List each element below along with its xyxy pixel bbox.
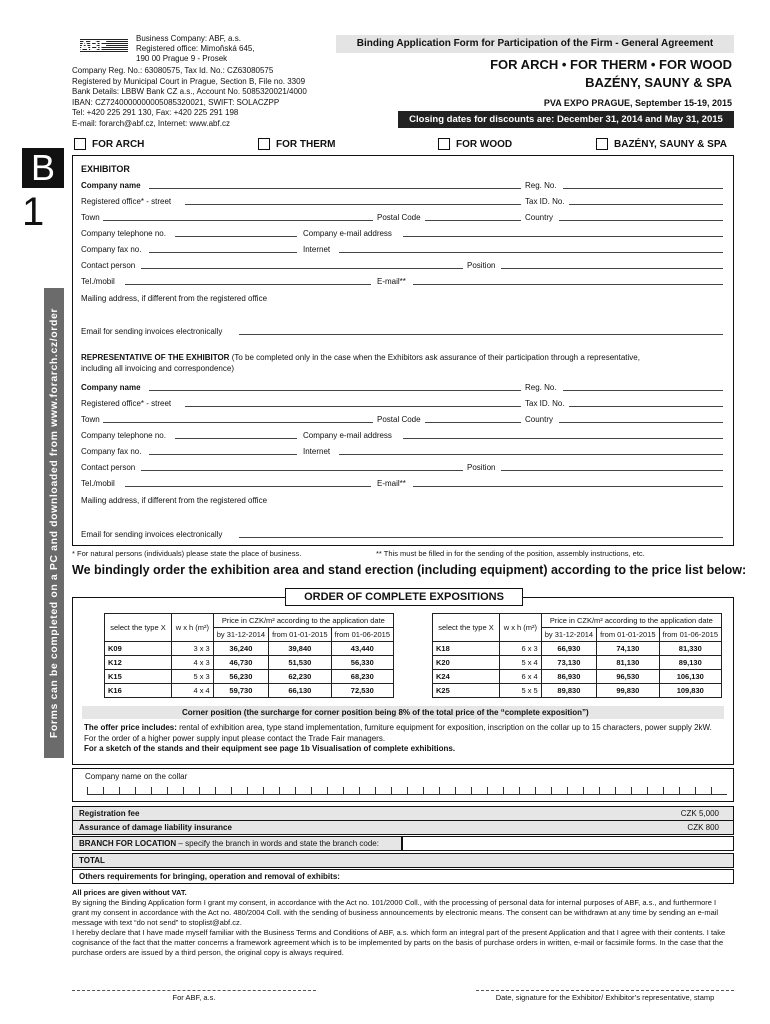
table-row[interactable]: K12 4 x 3 46,730 51,530 56,330 — [105, 656, 394, 670]
collar-section — [72, 768, 734, 802]
form-letter: B — [22, 148, 64, 188]
table-row[interactable]: K25 5 x 5 89,830 99,830 109,830 — [433, 684, 722, 698]
collar-label: Company name on the collar — [85, 772, 188, 781]
rep-label-tax-id: Tax ID. No. — [525, 399, 565, 408]
category-for-therm[interactable]: FOR THERM — [258, 138, 335, 150]
expo-date: PVA EXPO PRAGUE, September 15-19, 2015 — [543, 98, 732, 108]
offer-note: The offer price includes: rental of exhibition area, type stand implementation, furniture equipment for exposition, inscription on the collar up to 15 characters, power supply 2kW. For the order of a higher power supply input please contact the Trade Fair managers. For a sketch of the stands and their equipment see page 1b Visualisation of complete exhibitions. — [84, 723, 712, 753]
rep-postal-code-field[interactable] — [425, 422, 521, 423]
rep-label-company-name: Company name — [81, 383, 141, 392]
label-postal-code: Postal Code — [377, 213, 421, 222]
label-tax-id: Tax ID. No. — [525, 197, 565, 206]
label-invoice-email: Email for sending invoices electronically — [81, 327, 223, 336]
branch-row[interactable]: BRANCH FOR LOCATION – specify the branch in words and state the branch code: — [72, 836, 402, 851]
registered-office-field[interactable] — [185, 204, 521, 205]
th-select: select the type X — [433, 614, 500, 642]
checkbox-icon[interactable] — [258, 138, 270, 150]
rep-company-name-field[interactable] — [149, 390, 521, 391]
rep-fax-field[interactable] — [149, 454, 297, 455]
label-position: Position — [467, 261, 496, 270]
th-d2: from 01-01-2015 — [269, 628, 331, 642]
rep-email-field[interactable] — [403, 438, 723, 439]
rep-internet-field[interactable] — [339, 454, 723, 455]
table-row[interactable]: K24 6 x 4 86,930 96,530 106,130 — [433, 670, 722, 684]
rep-tax-id-field[interactable] — [569, 406, 723, 407]
rep-label-fax: Company fax no. — [81, 447, 142, 456]
label-telephone: Company telephone no. — [81, 229, 166, 238]
th-d3: from 01-06-2015 — [331, 628, 393, 642]
footnote-natural: * For natural persons (individuals) please state the place of business. — [72, 549, 302, 558]
mobil-field[interactable] — [125, 284, 371, 285]
postal-code-field[interactable] — [425, 220, 521, 221]
exhibitor-heading: EXHIBITOR — [81, 164, 130, 174]
label-country: Country — [525, 213, 554, 222]
rep-town-field[interactable] — [103, 422, 373, 423]
th-wxh: w x h (m²) — [172, 614, 214, 642]
representative-heading: REPRESENTATIVE OF THE EXHIBITOR (To be completed only in the case when the Exhibitors ask assurance of their participation through a representative, — [81, 353, 640, 362]
table-row[interactable]: K16 4 x 4 59,730 66,130 72,530 — [105, 684, 394, 698]
th-d1: by 31-12-2014 — [213, 628, 268, 642]
form-number: 1 — [22, 190, 45, 234]
rep-label-mailing: Mailing address, if different from the registered office — [81, 496, 268, 505]
rep-label-telephone: Company telephone no. — [81, 431, 166, 440]
position-field[interactable] — [501, 268, 723, 269]
rep-label-contact: Contact person — [81, 463, 136, 472]
checkbox-icon[interactable] — [438, 138, 450, 150]
rep-label-internet: Internet — [303, 447, 331, 456]
label-registered-office: Registered office* - street — [81, 197, 172, 206]
exhibitor-section — [72, 155, 734, 546]
th-d3: from 01-06-2015 — [659, 628, 721, 642]
rep-mobil-field[interactable] — [125, 486, 371, 487]
signature-abf[interactable]: For ABF, a.s. — [72, 990, 316, 1002]
signature-exhibitor[interactable]: Date, signature for the Exhibitor/ Exhibitor’s representative, stamp — [476, 990, 734, 1002]
reg-no-field[interactable] — [563, 188, 723, 189]
internet-field[interactable] — [339, 252, 723, 253]
th-select: select the type X — [105, 614, 172, 642]
legal-text: All prices are given without VAT. By signing the Binding Application form I grant my consent, in accordance with the Act no. 101/2000 Coll., with the processing of personal data for internal purposes of ABF, a.s., and furthermore I grant my consent in accordance with the Act no. 480/2004 Coll. with the sending of business announcements by electronic means. The consent can be withdrawn at any time by sending an e-mail message with text “do not send” to stoplist@abf.cz. I hereby declare that I have made myself familiar with the Business Terms and Conditions of ABF, a.s. which form an integral part of the present Application and that I agree with their contents. I take cognisance of the fact that the matter concerns a framework agreement which is to be implemented by parts on the basis of purchase orders in written, e-mail or facsimile forms. In the case that the purchase orders are issued by a third person, the original copy is always required. — [72, 888, 726, 957]
label-email2: E-mail** — [377, 277, 406, 286]
fax-field[interactable] — [149, 252, 297, 253]
sidebar-banner: Forms can be completed on a PC and downloaded from www.forarch.cz/order — [44, 288, 64, 758]
table-row[interactable]: K09 3 x 3 36,240 39,840 43,440 — [105, 642, 394, 656]
company-address: Business Company: ABF, a.s. Registered office: Mimoňská 645, 190 00 Prague 9 - Prosek — [136, 34, 255, 63]
th-wxh: w x h (m²) — [500, 614, 542, 642]
rep-label-email: Company e-mail address — [303, 431, 392, 440]
rep-label-invoice-email: Email for sending invoices electronically — [81, 530, 223, 539]
company-name-field[interactable] — [149, 188, 521, 189]
email2-field[interactable] — [413, 284, 723, 285]
registration-fee-row: Registration fee CZK 5,000 — [72, 806, 734, 821]
label-email: Company e-mail address — [303, 229, 392, 238]
rep-label-town: Town — [81, 415, 100, 424]
price-table-right — [432, 613, 722, 698]
insurance-row: Assurance of damage liability insurance CZK 800 — [72, 820, 734, 835]
order-headline: We bindingly order the exhibition area and stand erection (including equipment) according to the price list below: — [72, 563, 747, 577]
price-table-left — [104, 613, 394, 698]
table-row[interactable]: K15 5 x 3 56,230 62,230 68,230 — [105, 670, 394, 684]
footnote-position: ** This must be filled in for the sending of the position, assembly instructions, etc. — [376, 549, 645, 558]
label-mailing: Mailing address, if different from the registered office — [81, 294, 268, 303]
rep-telephone-field[interactable] — [175, 438, 297, 439]
label-reg-no: Reg. No. — [525, 181, 557, 190]
collar-input[interactable] — [87, 787, 727, 795]
events-line-2: BAZÉNY, SAUNY & SPA — [585, 75, 732, 90]
rep-contact-field[interactable] — [141, 470, 463, 471]
order-title: ORDER OF COMPLETE EXPOSITIONS — [285, 588, 523, 606]
others-row[interactable]: Others requirements for bringing, operation and removal of exhibits: — [72, 869, 734, 884]
rep-label-position: Position — [467, 463, 496, 472]
rep-position-field[interactable] — [501, 470, 723, 471]
rep-label-country: Country — [525, 415, 554, 424]
th-price: Price in CZK/m² according to the application date — [213, 614, 393, 628]
rep-label-registered-office: Registered office* - street — [81, 399, 172, 408]
rep-label-email2: E-mail** — [377, 479, 406, 488]
rep-label-reg-no: Reg. No. — [525, 383, 557, 392]
total-row: TOTAL — [72, 853, 734, 868]
country-field[interactable] — [559, 220, 723, 221]
checkbox-icon[interactable] — [596, 138, 608, 150]
branch-input[interactable] — [402, 836, 734, 851]
events-line-1: FOR ARCH • FOR THERM • FOR WOOD — [490, 57, 732, 72]
label-company-name: Company name — [81, 181, 141, 190]
closing-dates-banner: Closing dates for discounts are: December 31, 2014 and May 31, 2015 — [398, 111, 734, 128]
label-mobil: Tel./mobil — [81, 277, 115, 286]
rep-label-postal-code: Postal Code — [377, 415, 421, 424]
invoice-email-field[interactable] — [239, 334, 723, 335]
form-title: Binding Application Form for Participation of the Firm - General Agreement — [336, 35, 734, 53]
town-field[interactable] — [103, 220, 373, 221]
rep-label-mobil: Tel./mobil — [81, 479, 115, 488]
category-bazeny[interactable]: BAZÉNY, SAUNY & SPA — [596, 138, 727, 150]
rep-reg-no-field[interactable] — [563, 390, 723, 391]
rep-invoice-email-field[interactable] — [239, 537, 723, 538]
th-d1: by 31-12-2014 — [541, 628, 596, 642]
rep-country-field[interactable] — [559, 422, 723, 423]
category-for-wood[interactable]: FOR WOOD — [438, 138, 512, 150]
company-registration: Company Reg. No.: 63080575, Tax Id. No.: CZ63080575 Registered by Municipal Court in Prague, Section B, File no. 3309 Bank Details: LBBW Bank CZ a.s., Account No. 5085320021/4000 IBAN: CZ7240000000005085320021, SWIFT: SOLACZPP Tel: +420 225 291 130, Fax: +420 225 291 198 E-mail: forarch@abf.cz, Internet: www.abf.cz — [72, 66, 307, 128]
rep-email2-field[interactable] — [413, 486, 723, 487]
checkbox-icon[interactable] — [74, 138, 86, 150]
abf-logo: ABF — [80, 38, 128, 52]
label-town: Town — [81, 213, 100, 222]
th-d2: from 01-01-2015 — [597, 628, 659, 642]
telephone-field[interactable] — [175, 236, 297, 237]
corner-position[interactable]: Corner position (the surcharge for corner position being 8% of the total price of the “complete exposition”) — [82, 706, 724, 719]
category-for-arch[interactable]: FOR ARCH — [74, 138, 144, 150]
rep-registered-office-field[interactable] — [185, 406, 521, 407]
table-row[interactable]: K18 6 x 3 66,930 74,130 81,330 — [433, 642, 722, 656]
representative-note: including all invoicing and correspondence) — [81, 364, 234, 373]
label-internet: Internet — [303, 245, 331, 254]
th-price: Price in CZK/m² according to the application date — [541, 614, 721, 628]
tax-id-field[interactable] — [569, 204, 723, 205]
email-field[interactable] — [403, 236, 723, 237]
table-row[interactable]: K20 5 x 4 73,130 81,130 89,130 — [433, 656, 722, 670]
label-contact: Contact person — [81, 261, 136, 270]
contact-field[interactable] — [141, 268, 463, 269]
label-fax: Company fax no. — [81, 245, 142, 254]
